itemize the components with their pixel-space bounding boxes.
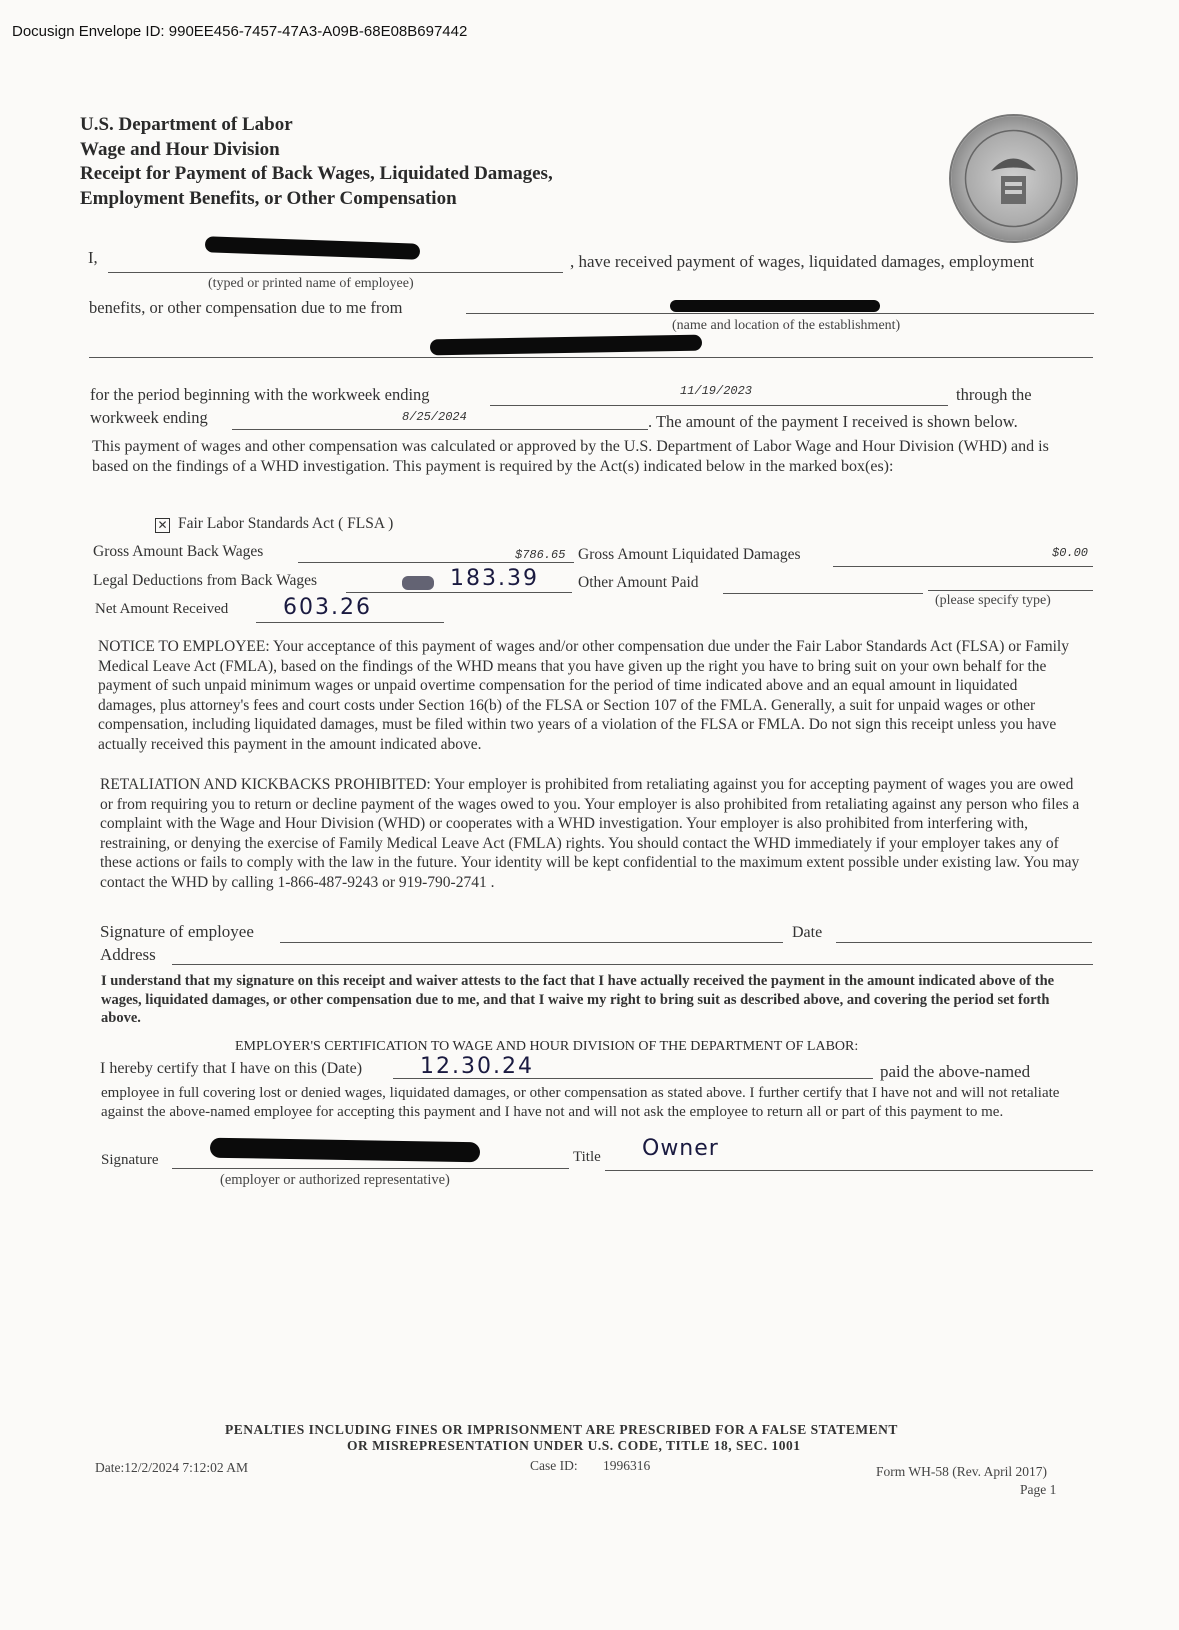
employee-date-label: Date: [792, 924, 823, 941]
other-amount-line[interactable]: [723, 593, 923, 594]
employer-cert-heading: EMPLOYER'S CERTIFICATION TO WAGE AND HOUR DIVISION OF THE DEPARTMENT OF LABOR:: [235, 1039, 859, 1054]
employee-name-line[interactable]: [108, 272, 563, 273]
flsa-checkbox-row: [155, 515, 393, 533]
waiver-statement: I understand that my signature on this receipt and waiver attests to the fact that I have actually received the payment in the amount indicated above of the wages, liquidated damages, or other compensation due to me, and that I waive my right to bring suit as described above, and covering the period set forth above.: [101, 973, 1055, 1026]
period-begin-value: 11/19/2023: [680, 384, 753, 398]
employer-signature-line[interactable]: [172, 1168, 569, 1169]
gross-back-wages-label: Gross Amount Back Wages: [93, 543, 264, 560]
title-label: Title: [573, 1149, 601, 1165]
benefits-text: benefits, or other compensation due to me from: [89, 298, 403, 317]
gross-back-wages-value: $786.65: [515, 548, 566, 562]
period-begin-line[interactable]: [490, 405, 948, 406]
legal-deductions-line[interactable]: [346, 592, 572, 593]
amount-shown-text: . The amount of the payment I received is shown below.: [648, 412, 1018, 431]
net-amount-label: Net Amount Received: [95, 601, 229, 617]
legal-deductions-value: 183.39: [450, 566, 539, 591]
employer-cert-body: employee in full covering lost or denied wages, liquidated damages, or other compensation as stated above. I further certify that I have not and will not retaliate against the above-named employee for accepting this payment and I have not and will not ask the employee to return all or part of this payment to me.: [101, 1085, 1060, 1120]
dol-seal-icon: [949, 114, 1078, 243]
period-end-line[interactable]: [232, 429, 648, 430]
envelope-id: Docusign Envelope ID: 990EE456-7457-47A3-A09B-68E08B697442: [12, 23, 468, 40]
typed-name-caption: (typed or printed name of employee): [208, 276, 414, 291]
received-text: , have received payment of wages, liquidated damages, employment: [570, 252, 1035, 271]
gross-liquidated-label: Gross Amount Liquidated Damages: [578, 546, 801, 563]
please-specify-line[interactable]: [928, 590, 1093, 591]
flsa-checkbox[interactable]: ✕: [155, 518, 170, 533]
gross-liquidated-line[interactable]: [833, 566, 1093, 567]
period-end-value: 8/25/2024: [402, 410, 467, 424]
representative-caption: (employer or authorized representative): [220, 1172, 450, 1188]
employee-address-label: Address: [100, 945, 156, 964]
net-amount-value: 603.26: [283, 595, 372, 620]
redacted-employer-signature: [210, 1138, 480, 1163]
case-id-value: 1996316: [603, 1458, 651, 1473]
gross-back-wages-line[interactable]: [298, 562, 574, 563]
certify-date-value: 12.30.24: [420, 1054, 534, 1079]
penalty-line-2: OR MISREPRESENTATION UNDER U.S. CODE, TITLE 18, SEC. 1001: [347, 1438, 801, 1453]
paid-label: paid the above-named: [880, 1062, 1031, 1081]
i-label: I,: [88, 248, 98, 267]
scribble-mark: [402, 576, 434, 590]
redacted-establishment-location: [430, 335, 702, 356]
flsa-label: Fair Labor Standards Act ( FLSA ): [178, 515, 394, 532]
other-amount-label: Other Amount Paid: [578, 574, 699, 591]
case-id-label: Case ID:: [530, 1458, 578, 1473]
net-amount-line[interactable]: [256, 622, 444, 623]
page-number: Page 1: [1020, 1482, 1057, 1497]
agency-name: U.S. Department of Labor: [80, 114, 293, 135]
notice-to-employee: NOTICE TO EMPLOYEE: Your acceptance of this payment of wages and/or other compensation due under the Fair Labor Standards Act (FLSA) or Family Medical Leave Act (FMLA), based on the findings of the WHD means that you have given up the right you have to bring suit on your own behalf for the payment of such unpaid minimum wages or unpaid overtime compensation for the period of time indicated above and an equal amount in liquidated damages, plus attorney's fees and court costs under Section 16(b) of the FLSA or Section 107 of the FMLA. Generally, a suit for unpaid wages or other compensation, including liquidated damages, must be filed within two years of a violation of the FLSA or FMLA. Do not sign this receipt unless you have actually received this payment in the amount indicated above.: [98, 638, 1069, 753]
redacted-establishment-name: [670, 300, 880, 312]
please-specify-caption: (please specify type): [935, 593, 1051, 608]
form-title-line1: Receipt for Payment of Back Wages, Liquidated Damages,: [80, 163, 553, 184]
employee-address-line[interactable]: [172, 964, 1093, 965]
division-name: Wage and Hour Division: [80, 139, 280, 160]
title-value: Owner: [642, 1136, 719, 1161]
calculation-paragraph: This payment of wages and other compensation was calculated or approved by the U.S. Department of Labor Wage and Hour Division (WHD) and is based on the findings of a WHD investigation. This payment is required by the Act(s) indicated below in the marked box(es):: [92, 438, 1049, 475]
period-begin-label: for the period beginning with the workweek ending: [90, 385, 430, 404]
certify-label: I hereby certify that I have on this (Date): [100, 1060, 363, 1077]
legal-deductions-label: Legal Deductions from Back Wages: [93, 572, 318, 589]
form-title-line2: Employment Benefits, or Other Compensation: [80, 188, 457, 209]
establishment-line[interactable]: [466, 313, 1094, 314]
retaliation-notice: RETALIATION AND KICKBACKS PROHIBITED: Your employer is prohibited from retaliating against you for accepting payment of wages you are owed or from requiring you to return or decline payment of the wages owed to you. Your employer is also prohibited from retaliating against any person who files a complaint with the Wage and Hour Division (WHD) or cooperates with a WHD investigation. Your employer is also prohibited from interfering with, restraining, or denying the exercise of Family Medical Leave Act (FMLA) rights. You should contact the WHD immediately if your employer takes any of these actions or fails to comply with the law in the future. Your identity will be kept confidential to the maximum extent possible under existing law. You may contact the WHD by calling 1-866-487-9243 or 919-790-2741 .: [100, 776, 1080, 891]
employee-signature-label: Signature of employee: [100, 922, 254, 941]
employer-signature-label: Signature: [101, 1152, 159, 1168]
footer-date: Date:12/2/2024 7:12:02 AM: [95, 1460, 248, 1475]
gross-liquidated-value: $0.00: [1052, 546, 1089, 560]
establishment-line-2[interactable]: [89, 357, 1093, 358]
form-number: Form WH-58 (Rev. April 2017): [876, 1464, 1047, 1479]
redacted-employee-name: [205, 236, 420, 259]
penalty-line-1: PENALTIES INCLUDING FINES OR IMPRISONMENT ARE PRESCRIBED FOR A FALSE STATEMENT: [225, 1422, 898, 1437]
period-end-label: workweek ending: [90, 408, 208, 427]
establishment-caption: (name and location of the establishment): [672, 318, 901, 333]
employee-signature-line[interactable]: [280, 942, 783, 943]
employee-date-line[interactable]: [836, 942, 1092, 943]
title-line[interactable]: [605, 1170, 1093, 1171]
through-label: through the: [956, 385, 1032, 404]
